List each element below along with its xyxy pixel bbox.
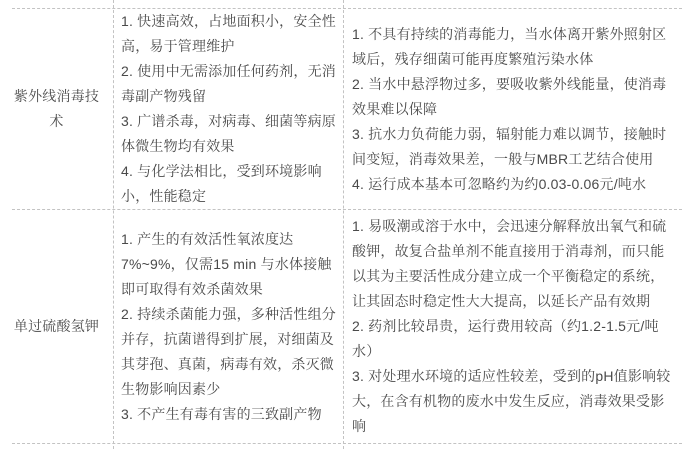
advantages-cell-pms	[121, 210, 336, 443]
advantages-cell-uv	[121, 9, 336, 209]
column-divider-name-advantages	[113, 0, 114, 449]
disadvantage-item: 3. 对处理水环境的适应性较差，受到的pH值影响较大，在含有机物的废水中发生反应，消毒效果受影响	[352, 368, 671, 434]
disadvantage-item: 3. 抗水力负荷能力弱，辐射能力难以调节，接触时间变短，消毒效果差，一般与MBR工艺结合使用	[352, 125, 667, 167]
advantage-item: 4. 与化学法相比，受到环境影响小，性能稳定	[121, 163, 322, 204]
tech-name-cell-uv	[0, 9, 113, 209]
advantage-item: 1. 产生的有效活性氧浓度达7%~9%，仅需15 min 与水体接触即可取得有效杀菌效果	[121, 230, 332, 297]
advantage-item: 3. 广谱杀毒，对病毒、细菌等病原体微生物均有效果	[121, 113, 336, 154]
disadvantages-cell-uv	[352, 9, 674, 209]
disadvantage-item: 4. 运行成本基本可忽略约为约0.03-0.06元/吨水	[352, 175, 647, 192]
advantage-item: 2. 使用中无需添加任何药剂，无消毒副产物残留	[121, 63, 336, 104]
advantage-item: 3. 不产生有毒有害的三致副产物	[121, 405, 322, 422]
tech-name-label: 单过硫酸氢钾	[13, 318, 100, 334]
disadvantage-item: 2. 药剂比较昂贵，运行费用较高（约1.2-1.5元/吨水）	[352, 318, 659, 359]
disadvantages-cell-pms	[352, 210, 674, 443]
advantage-item: 1. 快速高效，占地面积小，安全性高，易于管理维护	[121, 13, 336, 54]
table-border-bottom	[12, 443, 682, 444]
tech-name-cell-pms	[0, 210, 113, 443]
tech-name-label: 紫外线消毒技术	[13, 88, 100, 129]
disadvantage-item: 1. 易吸潮或溶于水中，会迅速分解释放出氧气和硫酸钾，故复合盐单剂不能直接用于消毒剂，而只能以其为主要活性成分建立成一个平衡稳定的系统，让其固态时稳定性大大提高，以延长产品有效期	[352, 218, 667, 309]
advantage-item: 2. 持续杀菌能力强，多种活性组分并存，抗菌谱得到扩展，对细菌及其芽孢、真菌，病毒有效，杀灭微生物影响因素少	[121, 305, 336, 397]
column-divider-advantages-disadvantages	[343, 0, 344, 449]
disadvantage-item: 1. 不具有持续的消毒能力，当水体离开紫外照射区域后，残存细菌可能再度繁殖污染水体	[352, 25, 667, 67]
disadvantage-item: 2. 当水中悬浮物过多，要吸收紫外线能量，使消毒效果难以保障	[352, 75, 667, 117]
